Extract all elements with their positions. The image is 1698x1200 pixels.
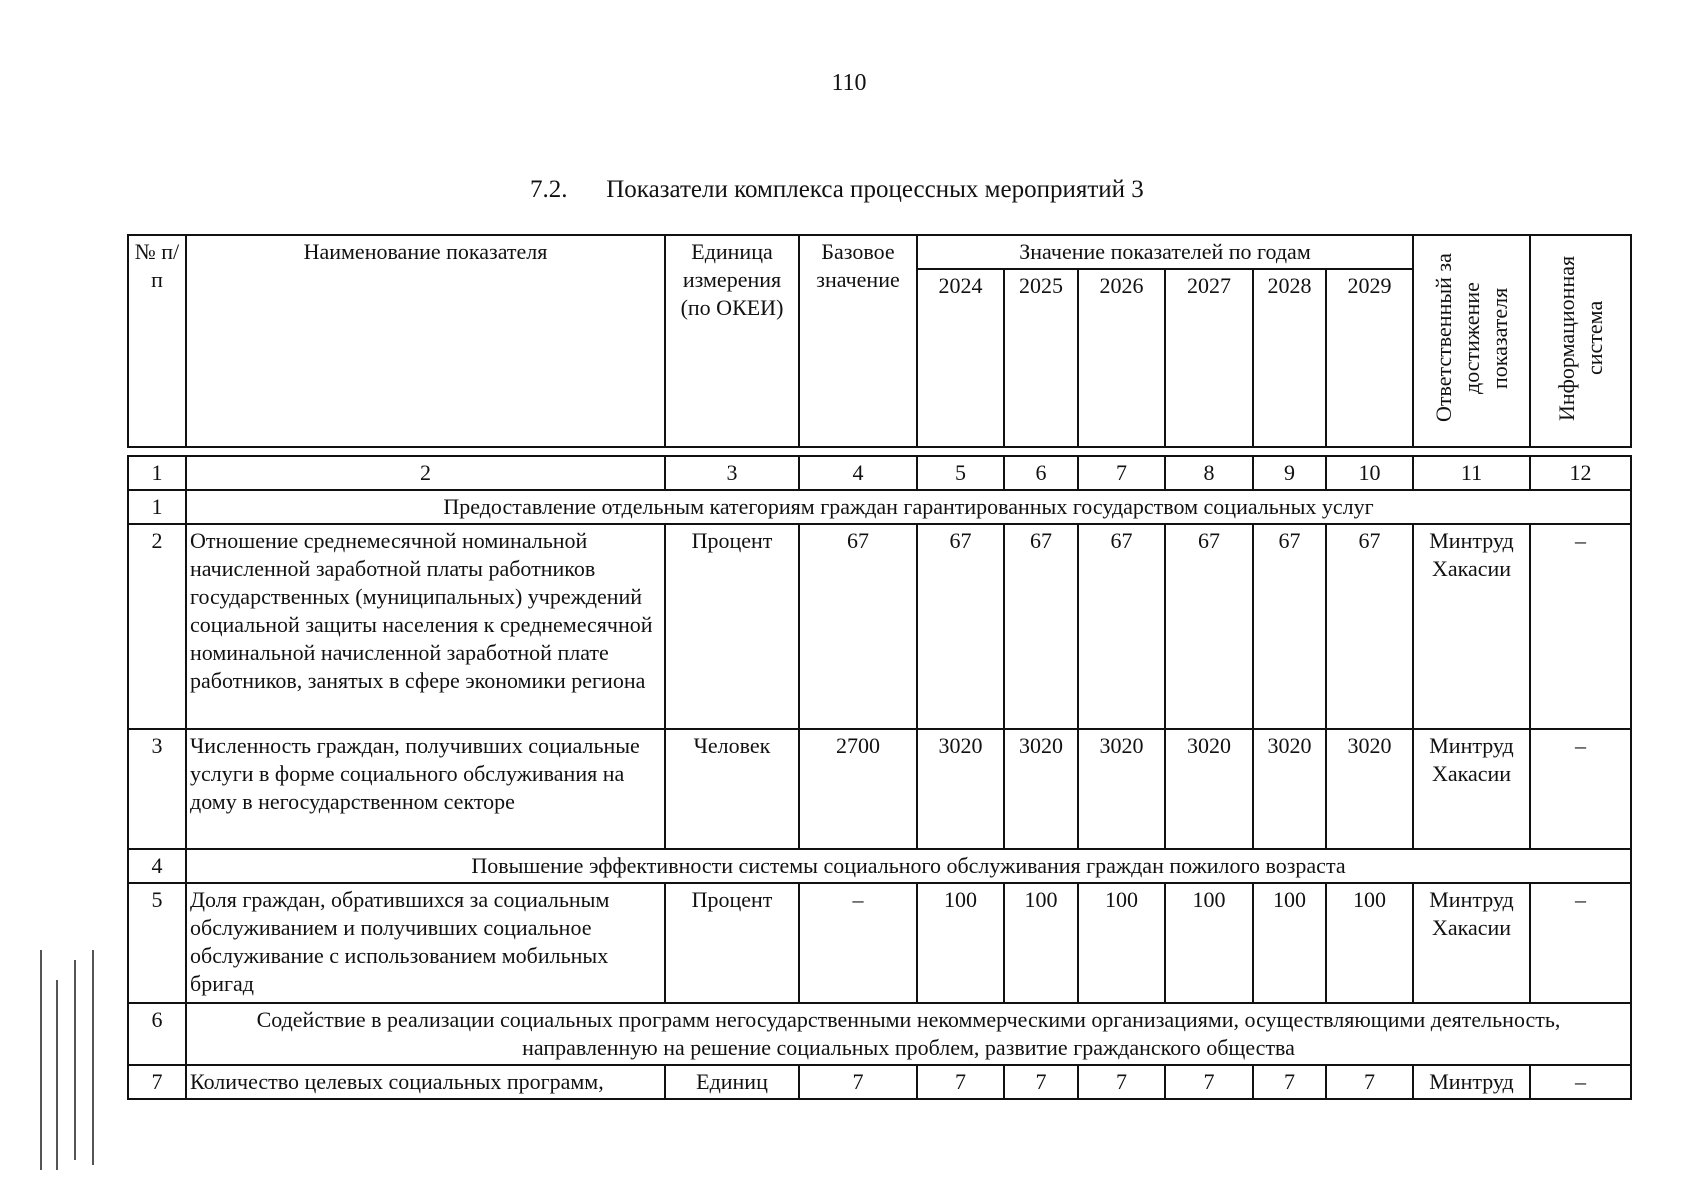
section-title: Содействие в реализации социальных программ негосударственными некоммерческими организациями, осуществляющими деятельность, направленную на решение социальных проблем, развитие гражданского общества (186, 1003, 1631, 1065)
column-number: 9 (1253, 456, 1326, 490)
page-number: 110 (831, 70, 867, 96)
indicator-base-value: – (799, 883, 917, 1003)
header-year: 2025 (1004, 269, 1078, 447)
header-year: 2028 (1253, 269, 1326, 447)
indicator-base-value: 67 (799, 524, 917, 729)
indicator-system: – (1530, 1065, 1631, 1099)
section-row (128, 490, 1631, 524)
table-row (128, 524, 1631, 729)
indicator-year-value: 100 (1165, 883, 1253, 1003)
header-num: № п/п (128, 235, 186, 447)
indicator-year-value: 67 (1253, 524, 1326, 729)
indicator-year-value: 67 (917, 524, 1004, 729)
header-years-group: Значение показателей по годам (917, 235, 1413, 269)
indicator-year-value: 67 (1165, 524, 1253, 729)
header-year: 2027 (1165, 269, 1253, 447)
indicator-year-value: 7 (1004, 1065, 1078, 1099)
indicator-unit: Процент (665, 524, 799, 729)
margin-stamp (34, 950, 110, 1170)
row-number: 5 (128, 883, 186, 1003)
indicator-system: – (1530, 883, 1631, 1003)
row-number: 7 (128, 1065, 186, 1099)
table-row (128, 883, 1631, 1003)
section-title: Повышение эффективности системы социального обслуживания граждан пожилого возраста (186, 849, 1631, 883)
section-row (128, 1003, 1631, 1065)
indicator-year-value: 67 (1078, 524, 1165, 729)
indicator-name: Доля граждан, обратившихся за социальным обслуживанием и получивших социальное обслуживание с использованием мобильных бригад (186, 883, 665, 1003)
indicator-year-value: 7 (917, 1065, 1004, 1099)
indicator-year-value: 3020 (1165, 729, 1253, 849)
header-year: 2024 (917, 269, 1004, 447)
header-year: 2026 (1078, 269, 1165, 447)
indicator-responsible: Минтруд Хакасии (1413, 524, 1530, 729)
header-responsible-text: Ответственный за достижение показателя (1430, 253, 1512, 423)
indicator-year-value: 3020 (1004, 729, 1078, 849)
row-number: 2 (128, 524, 186, 729)
indicator-responsible: Минтруд Хакасии (1413, 729, 1530, 849)
indicator-year-value: 67 (1004, 524, 1078, 729)
indicator-year-value: 100 (1253, 883, 1326, 1003)
column-number-row (128, 456, 1631, 490)
column-number: 3 (665, 456, 799, 490)
row-number: 6 (128, 1003, 186, 1065)
indicator-system: – (1530, 729, 1631, 849)
indicator-year-value: 7 (1078, 1065, 1165, 1099)
indicator-responsible: Минтруд Хакасии (1413, 883, 1530, 1003)
column-number: 10 (1326, 456, 1413, 490)
section-title: Предоставление отдельным категориям граждан гарантированных государством социальных услуг (186, 490, 1631, 524)
indicator-year-value: 3020 (1326, 729, 1413, 849)
indicator-unit: Человек (665, 729, 799, 849)
table-title-text: Показатели комплекса процессных мероприятий 3 (606, 176, 1144, 203)
indicator-unit: Процент (665, 883, 799, 1003)
indicator-year-value: 100 (1004, 883, 1078, 1003)
indicator-name: Численность граждан, получивших социальные услуги в форме социального обслуживания на дому в негосударственном секторе (186, 729, 665, 849)
column-number: 11 (1413, 456, 1530, 490)
indicator-responsible: Минтруд (1413, 1065, 1530, 1099)
indicator-year-value: 7 (1165, 1065, 1253, 1099)
column-number: 8 (1165, 456, 1253, 490)
header-table (127, 234, 1632, 448)
row-number: 4 (128, 849, 186, 883)
section-row (128, 849, 1631, 883)
indicator-year-value: 7 (1326, 1065, 1413, 1099)
header-base: Базовое значение (799, 235, 917, 447)
table-row (128, 1065, 1631, 1099)
indicator-year-value: 67 (1326, 524, 1413, 729)
column-number: 1 (128, 456, 186, 490)
table-row (128, 729, 1631, 849)
indicator-year-value: 100 (1078, 883, 1165, 1003)
column-number: 2 (186, 456, 665, 490)
indicator-name: Количество целевых социальных программ, (186, 1065, 665, 1099)
column-number: 7 (1078, 456, 1165, 490)
column-number: 6 (1004, 456, 1078, 490)
indicator-year-value: 100 (1326, 883, 1413, 1003)
header-unit: Единица измерения (по ОКЕИ) (665, 235, 799, 447)
header-responsible (1413, 235, 1530, 447)
indicator-year-value: 7 (1253, 1065, 1326, 1099)
table-title-number: 7.2. (530, 176, 568, 203)
header-system (1530, 235, 1631, 447)
indicator-unit: Единиц (665, 1065, 799, 1099)
indicator-year-value: 100 (917, 883, 1004, 1003)
column-number: 5 (917, 456, 1004, 490)
row-number: 1 (128, 490, 186, 524)
row-number: 3 (128, 729, 186, 849)
indicator-year-value: 3020 (1253, 729, 1326, 849)
indicator-system: – (1530, 524, 1631, 729)
header-year: 2029 (1326, 269, 1413, 447)
column-number: 4 (799, 456, 917, 490)
column-number: 12 (1530, 456, 1631, 490)
indicator-name: Отношение среднемесячной номинальной начисленной заработной платы работников государственных (муниципальных) учреждений социальной защиты населения к среднемесячной номинальной начисленной заработной плате работников, занятых в сфере экономики региона (186, 524, 665, 729)
indicator-base-value: 2700 (799, 729, 917, 849)
indicator-base-value: 7 (799, 1065, 917, 1099)
indicator-year-value: 3020 (1078, 729, 1165, 849)
header-name: Наименование показателя (186, 235, 665, 447)
indicator-year-value: 3020 (917, 729, 1004, 849)
table-title (530, 176, 1144, 204)
header-system-text: Информационная система (1553, 255, 1607, 421)
indicator-table (127, 455, 1632, 1100)
